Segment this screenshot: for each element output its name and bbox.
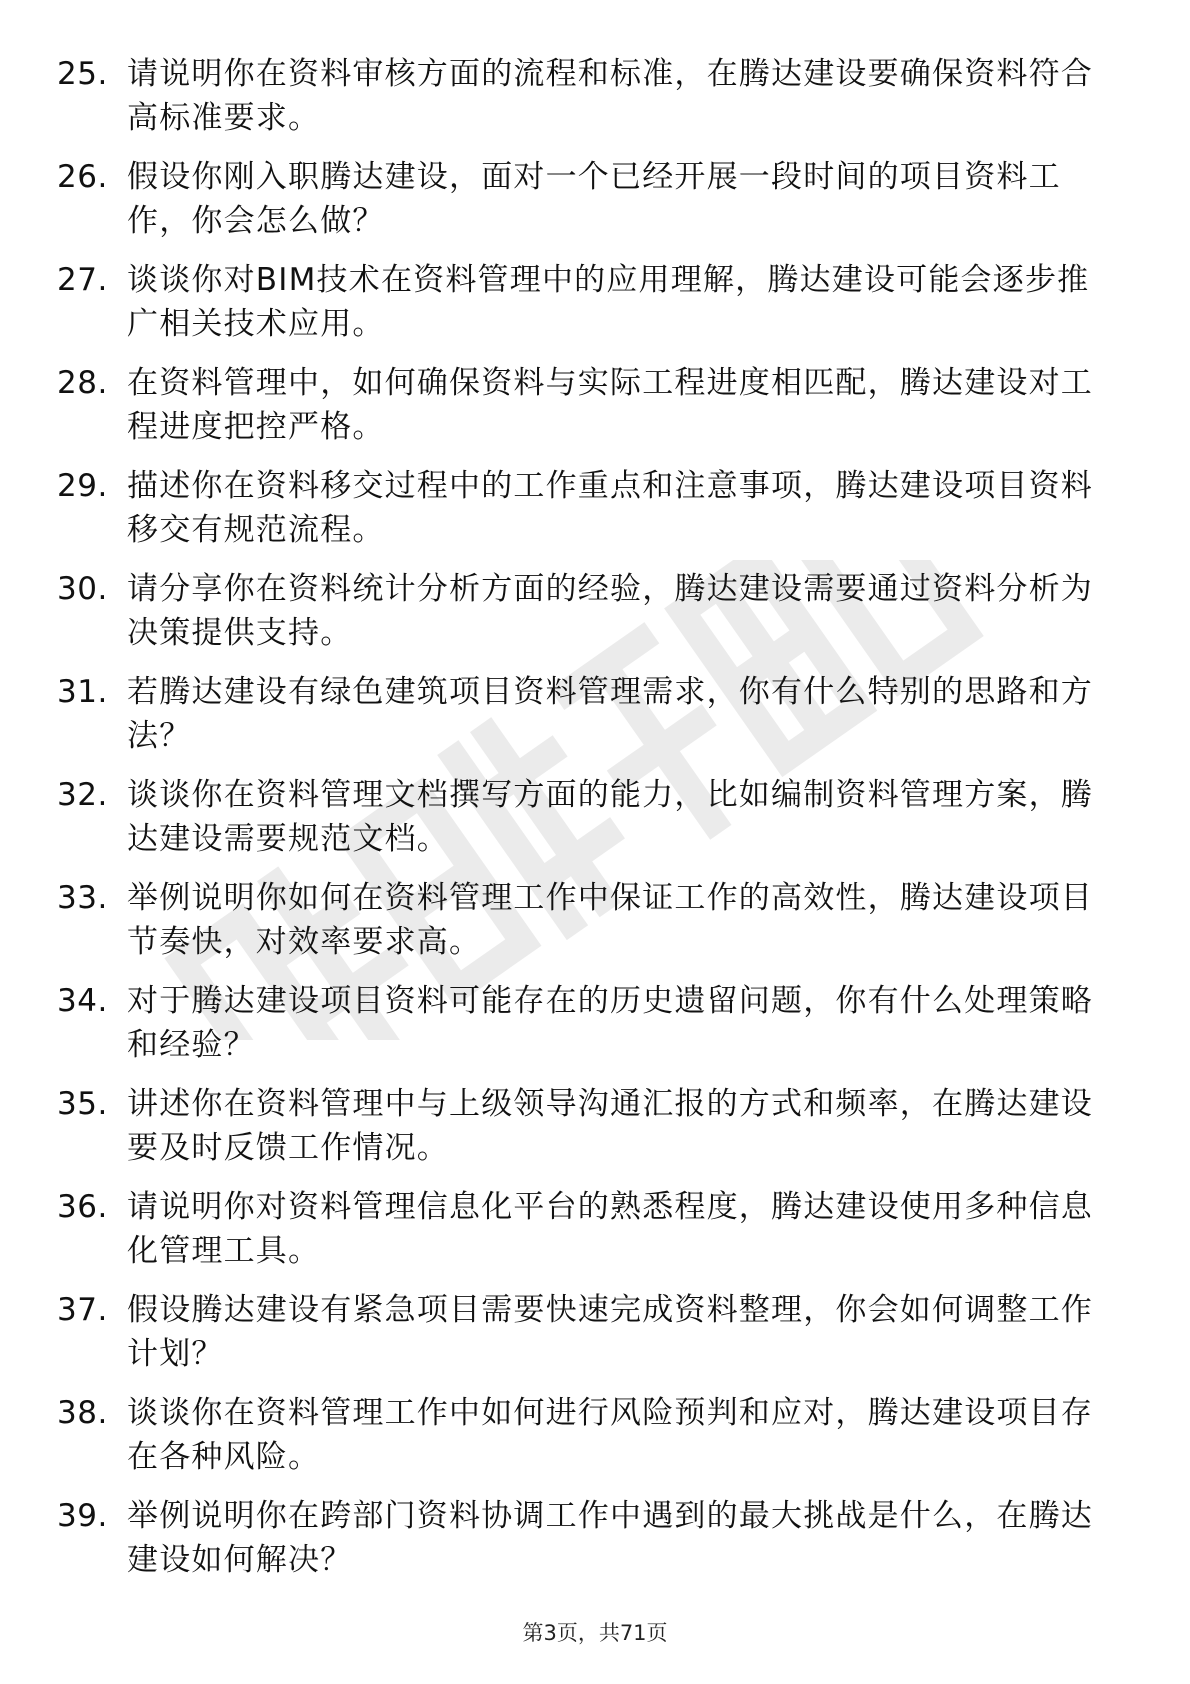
question-item (0, 456, 1190, 559)
question-item (0, 1177, 1190, 1280)
question-text: 对于腾达建设项目资料可能存在的历史遗留问题，你有什么处理策略和经验？ (127, 983, 1093, 1063)
question-item (0, 765, 1190, 868)
question-number: 28. (57, 365, 108, 401)
question-text: 假设你刚入职腾达建设，面对一个已经开展一段时间的项目资料工作，你会怎么做？ (127, 159, 1061, 239)
question-item (0, 1486, 1190, 1589)
question-item (0, 1074, 1190, 1177)
question-text: 描述你在资料移交过程中的工作重点和注意事项，腾达建设项目资料移交有规范流程。 (127, 468, 1093, 548)
question-text: 若腾达建设有绿色建筑项目资料管理需求，你有什么特别的思路和方法？ (127, 674, 1093, 754)
question-text: 假设腾达建设有紧急项目需要快速完成资料整理，你会如何调整工作计划？ (127, 1292, 1093, 1372)
question-text: 谈谈你在资料管理工作中如何进行风险预判和应对，腾达建设项目存在各种风险。 (127, 1395, 1093, 1475)
question-text: 讲述你在资料管理中与上级领导沟通汇报的方式和频率，在腾达建设要及时反馈工作情况。 (127, 1086, 1093, 1166)
question-item (0, 1383, 1190, 1486)
page-number-footer: 第3页，共71页 (522, 1621, 668, 1645)
question-text: 举例说明你如何在资料管理工作中保证工作的高效性，腾达建设项目节奏快，对效率要求高。 (127, 880, 1093, 960)
question-number: 33. (57, 880, 108, 916)
question-number: 25. (57, 56, 108, 92)
question-number: 29. (57, 468, 108, 504)
question-text: 谈谈你在资料管理文档撰写方面的能力，比如编制资料管理方案，腾达建设需要规范文档。 (127, 777, 1093, 857)
question-text: 请分享你在资料统计分析方面的经验，腾达建设需要通过资料分析为决策提供支持。 (127, 571, 1093, 651)
question-item (0, 868, 1190, 971)
question-text: 请说明你在资料审核方面的流程和标准，在腾达建设要确保资料符合高标准要求。 (127, 56, 1093, 136)
question-item (0, 559, 1190, 662)
question-list (0, 44, 1190, 1589)
question-text: 请说明你对资料管理信息化平台的熟悉程度，腾达建设使用多种信息化管理工具。 (127, 1189, 1093, 1269)
question-item (0, 147, 1190, 250)
question-number: 32. (57, 777, 108, 813)
question-number: 35. (57, 1086, 108, 1122)
question-text: 在资料管理中，如何确保资料与实际工程进度相匹配，腾达建设对工程进度把控严格。 (127, 365, 1093, 445)
question-item (0, 44, 1190, 147)
question-number: 39. (57, 1498, 108, 1534)
question-number: 26. (57, 159, 108, 195)
question-number: 37. (57, 1292, 108, 1328)
question-number: 34. (57, 983, 108, 1019)
question-item (0, 1280, 1190, 1383)
question-text: 举例说明你在跨部门资料协调工作中遇到的最大挑战是什么，在腾达建设如何解决？ (127, 1498, 1093, 1578)
question-item (0, 250, 1190, 353)
question-item (0, 662, 1190, 765)
question-item (0, 353, 1190, 456)
question-text: 谈谈你对BIM技术在资料管理中的应用理解，腾达建设可能会逐步推广相关技术应用。 (127, 262, 1090, 342)
question-number: 31. (57, 674, 108, 710)
question-number: 38. (57, 1395, 108, 1431)
question-number: 30. (57, 571, 108, 607)
question-number: 36. (57, 1189, 108, 1225)
question-item (0, 971, 1190, 1074)
question-number: 27. (57, 262, 108, 298)
